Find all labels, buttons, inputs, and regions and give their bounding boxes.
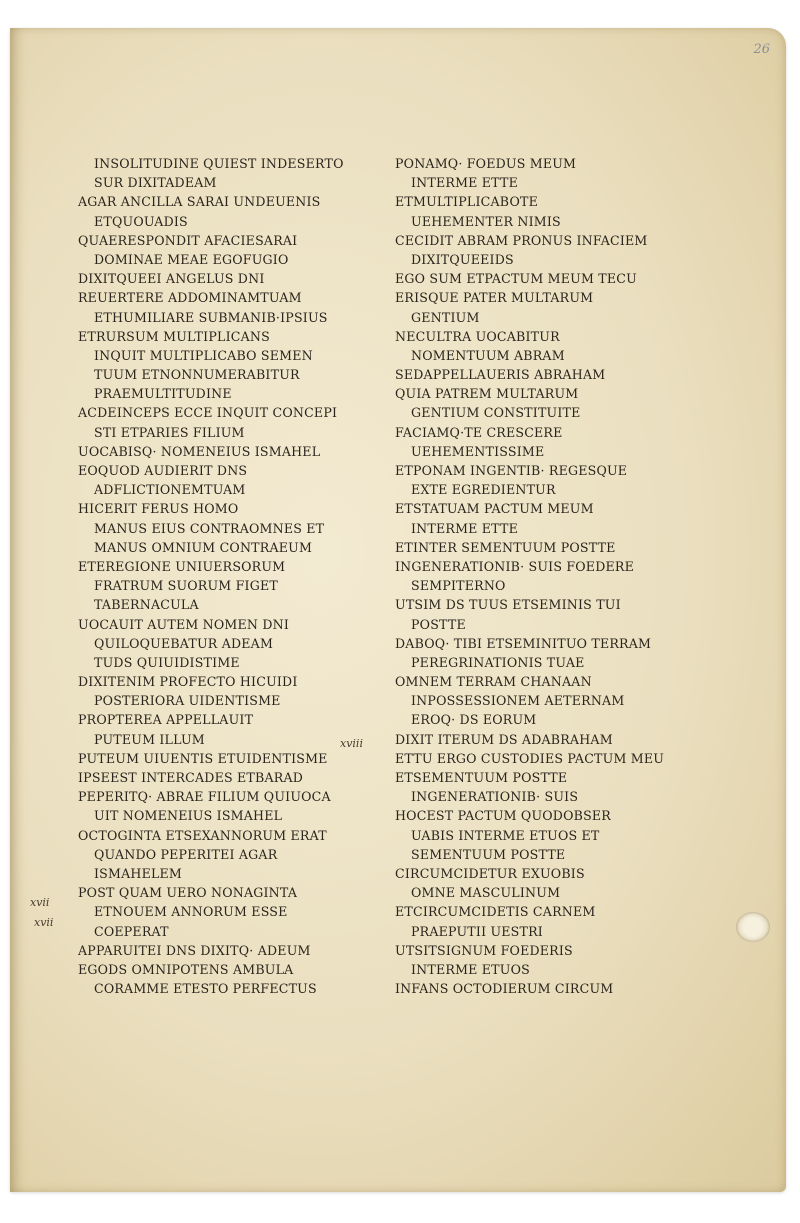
margin-chapter-number: xvii — [30, 896, 50, 909]
text-line: PONAMQ· FOEDUS MEUM — [395, 156, 577, 171]
text-line: PRAEMULTITUDINE — [94, 386, 232, 402]
text-line: POSTTE — [411, 616, 466, 632]
text-line: INGENERATIONIB· SUIS FOEDERE — [395, 558, 634, 574]
text-line: SEMENTUUM POSTTE — [411, 846, 566, 862]
text-line: EOQUOD AUDIERIT DNS — [78, 463, 248, 478]
text-line: UEHEMENTISSIME — [411, 443, 545, 459]
text-line: ETCIRCUMCIDETIS CARNEM — [395, 904, 596, 920]
text-line: AGAR ANCILLA SARAI UNDEUENIS — [78, 194, 321, 210]
text-line: ETPONAM INGENTIB· REGESQUE — [395, 463, 628, 478]
text-line: PROPTEREA APPELLAUIT — [78, 712, 254, 728]
text-line: ISMAHELEM — [94, 865, 183, 881]
text-line: DIXITQUEEIDS — [411, 251, 514, 267]
parchment-hole — [736, 912, 770, 942]
text-line: STI ETPARIES FILIUM — [94, 424, 245, 440]
text-line: UTSIM DS TUUS ETSEMINIS TUI — [395, 597, 621, 613]
margin-chapter-number: xvii — [34, 916, 54, 929]
text-line: GENTIUM CONSTITUITE — [411, 405, 581, 421]
text-line: TUUM ETNONNUMERABITUR — [94, 367, 300, 383]
text-line: HICERIT FERUS HOMO — [78, 501, 239, 517]
text-line-initial-dixit: DIXIT ITERUM DS ADABRAHAM — [395, 731, 613, 747]
text-line: EGODS OMNIPOTENS AMBULA — [78, 961, 294, 977]
text-line: OMNEM TERRAM CHANAAN — [395, 674, 592, 690]
text-line: UOCABISQ· NOMENEIUS ISMAHEL — [78, 443, 321, 459]
text-line: GENTIUM — [411, 309, 480, 325]
text-line: PEREGRINATIONIS TUAE — [411, 654, 585, 670]
text-line: ETINTER SEMENTUUM POSTTE — [395, 539, 616, 555]
text-line: SEMPITERNO — [411, 578, 506, 594]
text-line: PUTEUM UIUENTIS ETUIDENTISME — [78, 750, 328, 766]
margin-chapter-number: xviii — [340, 737, 363, 750]
text-line: FACIAMQ·TE CRESCERE — [395, 424, 563, 440]
text-line: ETRURSUM MULTIPLICANS — [78, 328, 270, 344]
text-line: UIT NOMENEIUS ISMAHEL — [94, 808, 283, 824]
text-line: REUERTERE ADDOMINAMTUAM — [78, 290, 302, 306]
text-line: ETTU ERGO CUSTODIES PACTUM MEU — [395, 750, 665, 766]
text-line: INTERME ETTE — [411, 520, 518, 536]
text-line: CECIDIT ABRAM PRONUS INFACIEM — [395, 232, 648, 248]
text-line: ETSEMENTUUM POSTTE — [395, 770, 568, 785]
text-line: QUILOQUEBATUR ADEAM — [94, 635, 274, 651]
text-line: EROQ· DS EORUM — [411, 712, 537, 728]
text-line: ETQUOUADIS — [94, 213, 188, 229]
text-line: DOMINAE MEAE EGOFUGIO — [94, 251, 289, 267]
text-line: COEPERAT — [94, 923, 169, 939]
text-line: ETSTATUAM PACTUM MEUM — [395, 501, 594, 517]
text-line: INTERME ETUOS — [411, 961, 530, 977]
text-line: TABERNACULA — [94, 597, 199, 613]
text-line: UABIS INTERME ETUOS ET — [411, 827, 600, 843]
text-line: MANUS OMNIUM CONTRAEUM — [94, 539, 313, 555]
text-line: ERISQUE PATER MULTARUM — [395, 290, 594, 306]
text-line: ETNOUEM ANNORUM ESSE — [94, 904, 288, 920]
text-line: DABOQ· TIBI ETSEMINITUO TERRAM — [395, 635, 652, 651]
text-line: NECULTRA UOCABITUR — [395, 328, 560, 344]
text-line: NOMENTUUM ABRAM — [411, 347, 565, 363]
text-line: ACDEINCEPS ECCE INQUIT CONCEPI — [78, 405, 338, 421]
text-line: UEHEMENTER NIMIS — [411, 213, 561, 229]
text-line: HOCEST PACTUM QUODOBSER — [395, 808, 611, 824]
text-line: INTERME ETTE — [411, 175, 518, 191]
text-line: QUAERESPONDIT AFACIESARAI — [78, 232, 298, 248]
text-line: QUANDO PEPERITEI AGAR — [94, 846, 278, 862]
text-line: PRAEPUTII UESTRI — [411, 923, 543, 939]
text-line: CIRCUMCIDETUR EXUOBIS — [395, 865, 585, 881]
text-line-initial-p: PEPERITQ· ABRAE FILIUM QUIUOCA — [78, 789, 331, 805]
text-line: QUIA PATREM MULTARUM — [395, 386, 579, 402]
text-line: IPSEEST INTERCADES ETBARAD — [78, 770, 304, 785]
text-line: UTSITSIGNUM FOEDERIS — [395, 942, 573, 958]
text-line: INQUIT MULTIPLICABO SEMEN — [94, 347, 313, 363]
right-text-column — [395, 154, 685, 998]
text-line: APPARUITEI DNS DIXITQ· ADEUM — [78, 942, 311, 958]
text-line: ETMULTIPLICABOTE — [395, 194, 538, 210]
text-line: ETEREGIONE UNIUERSORUM — [78, 558, 286, 574]
text-line: PUTEUM ILLUM — [94, 731, 205, 747]
folio-number: 26 — [753, 42, 770, 57]
text-line: ETHUMILIARE SUBMANIB·IPSIUS — [94, 309, 328, 325]
text-line: OCTOGINTA ETSEXANNORUM ERAT — [78, 827, 327, 843]
text-line: INSOLITUDINE QUIEST INDESERTO — [94, 156, 344, 171]
text-line: EXTE EGREDIENTUR — [411, 482, 556, 498]
text-line: MANUS EIUS CONTRAOMNES ET — [94, 520, 325, 536]
text-line: INGENERATIONIB· SUIS — [411, 789, 579, 805]
left-text-column — [78, 154, 348, 998]
text-line: INFANS OCTODIERUM CIRCUM — [395, 981, 614, 997]
text-line: FRATRUM SUORUM FIGET — [94, 578, 278, 594]
text-line: SUR DIXITADEAM — [94, 175, 217, 191]
text-line: CORAMME ETESTO PERFECTUS — [94, 981, 317, 997]
text-line: ADFLICTIONEMTUAM — [94, 482, 246, 498]
text-line: UOCAUIT AUTEM NOMEN DNI — [78, 616, 290, 632]
text-line: DIXITENIM PROFECTO HICUIDI — [78, 674, 298, 690]
text-line: TUDS QUIUIDISTIME — [94, 654, 240, 670]
text-line: DIXITQUEEI ANGELUS DNI — [78, 271, 265, 287]
text-line: OMNE MASCULINUM — [411, 885, 561, 901]
text-line: EGO SUM ETPACTUM MEUM TECU — [395, 271, 637, 287]
text-line: INPOSSESSIONEM AETERNAM — [411, 693, 625, 709]
text-line: POSTERIORA UIDENTISME — [94, 693, 281, 709]
text-line-initial-post: POST QUAM UERO NONAGINTA — [78, 885, 298, 901]
text-line: SEDAPPELLAUERIS ABRAHAM — [395, 367, 606, 383]
